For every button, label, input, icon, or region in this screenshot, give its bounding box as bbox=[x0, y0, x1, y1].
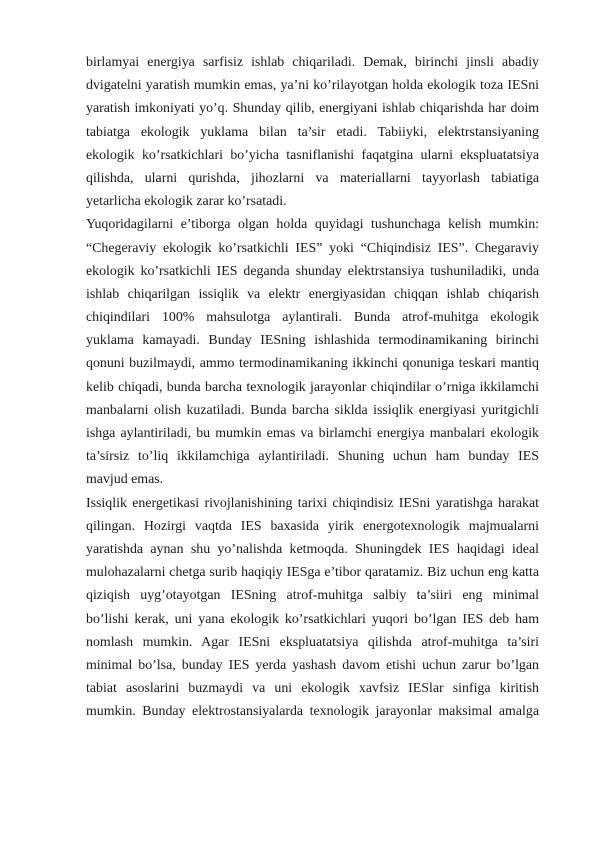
text-line: yetarlicha ekologik zarar ko’rsatadi. bbox=[86, 194, 287, 210]
text-line: qilishda, ularni qurishda, jihozlarni va materiallarni tayyorlash tabiatiga bbox=[86, 170, 539, 186]
text-line: tabiatga ekologik yuklama bilan ta’sir etadi. Tabiiyki, elektrstansiyaning bbox=[86, 124, 539, 140]
text-line: qonuni buzilmaydi, ammo termodinamikaning ikkinchi qonuniga teskari mantiq bbox=[86, 356, 539, 372]
text-line: qilingan. Hozirgi vaqtda IES baxasida yirik energotexnologik majmualarni bbox=[86, 518, 539, 534]
text-line: qiziqish uyg’otayotgan IESning atrof-muhitga salbiy ta’siiri eng minimal bbox=[86, 588, 539, 604]
text-line: chiqindilari 100% mahsulotga aylantirali. Bunda atrof-muhitga ekologik bbox=[86, 310, 539, 326]
text-line: mavjud emas. bbox=[86, 472, 164, 488]
text-line: ta’sirsiz to’liq ikkilamchiga aylantiriladi. Shuning uchun ham bunday IES bbox=[86, 449, 539, 465]
text-line: yaratish imkoniyati yo’q. Shunday qilib, energiyani ishlab chiqarishda har doim bbox=[86, 101, 539, 117]
text-line: ekologik ko’rsatkichli IES deganda shunday elektrstansiya tushuniladiki, unda bbox=[86, 263, 539, 279]
text-line: Yuqoridagilarni e’tiborga olgan holda quyidagi tushunchaga kelish mumkin: bbox=[86, 217, 539, 233]
document-page bbox=[86, 51, 539, 723]
text-line: manbalarni olish kuzatiladi. Bunda barcha siklda issiqlik energiyasi yuritgichli bbox=[86, 402, 539, 418]
text-line: tabiat asoslarini buzmaydi va uni ekologik xavfsiz IESlar sinfiga kiritish bbox=[86, 681, 539, 697]
text-line: nomlash mumkin. Agar IESni ekspluatatsiya qilishda atrof-muhitga ta’siri bbox=[86, 634, 539, 650]
text-line: minimal bo’lsa, bunday IES yerda yashash davom etishi uchun zarur bo’lgan bbox=[86, 657, 539, 673]
text-line: mulohazalarni chetga surib haqiqiy IESga e’tibor qaratamiz. Biz uchun eng katta bbox=[86, 565, 539, 581]
text-line: yuklama kamayadi. Bunday IESning ishlashida termodinamikaning birinchi bbox=[86, 333, 539, 349]
text-line: dvigatelni yaratish mumkin emas, ya’ni ko’rilayotgan holda ekologik toza IESni bbox=[86, 78, 539, 94]
text-line: ishlab chiqarilgan issiqlik va elektr energiyasidan chiqqan ishlab chiqarish bbox=[86, 286, 539, 302]
text-line: ekologik ko’rsatkichlari bo’yicha tasniflanishi faqatgina ularni ekspluatatsiya bbox=[86, 147, 539, 163]
text-line: Issiqlik energetikasi rivojlanishining tarixi chiqindisiz IESni yaratishga harakat bbox=[86, 495, 539, 511]
text-line: kelib chiqadi, bunda barcha texnologik jarayonlar chiqindilar o’rniga ikkilamchi bbox=[86, 379, 539, 395]
text-line: yaratishda aynan shu yo’nalishda ketmoqda. Shuningdek IES haqidagi ideal bbox=[86, 541, 539, 557]
text-line: “Chegeraviy ekologik ko’rsatkichli IES” yoki “Chiqindisiz IES”. Chegaraviy bbox=[86, 240, 539, 256]
paragraph-2 bbox=[86, 213, 539, 491]
text-line: ishga aylantiriladi, bu mumkin emas va birlamchi energiya manbalari ekologik bbox=[86, 426, 539, 441]
text-line: birlamyai energiya sarfisiz ishlab chiqariladi. Demak, birinchi jinsli abadiy bbox=[86, 55, 539, 70]
paragraph-1 bbox=[86, 51, 539, 213]
paragraph-3 bbox=[86, 492, 539, 724]
text-line: bo’lishi kerak, uni yana ekologik ko’rsatkichlari yuqori bo’lgan IES deb ham bbox=[86, 611, 539, 627]
text-line: mumkin. Bunday elektrostansiyalarda texnologik jarayonlar maksimal amalga bbox=[86, 704, 539, 720]
